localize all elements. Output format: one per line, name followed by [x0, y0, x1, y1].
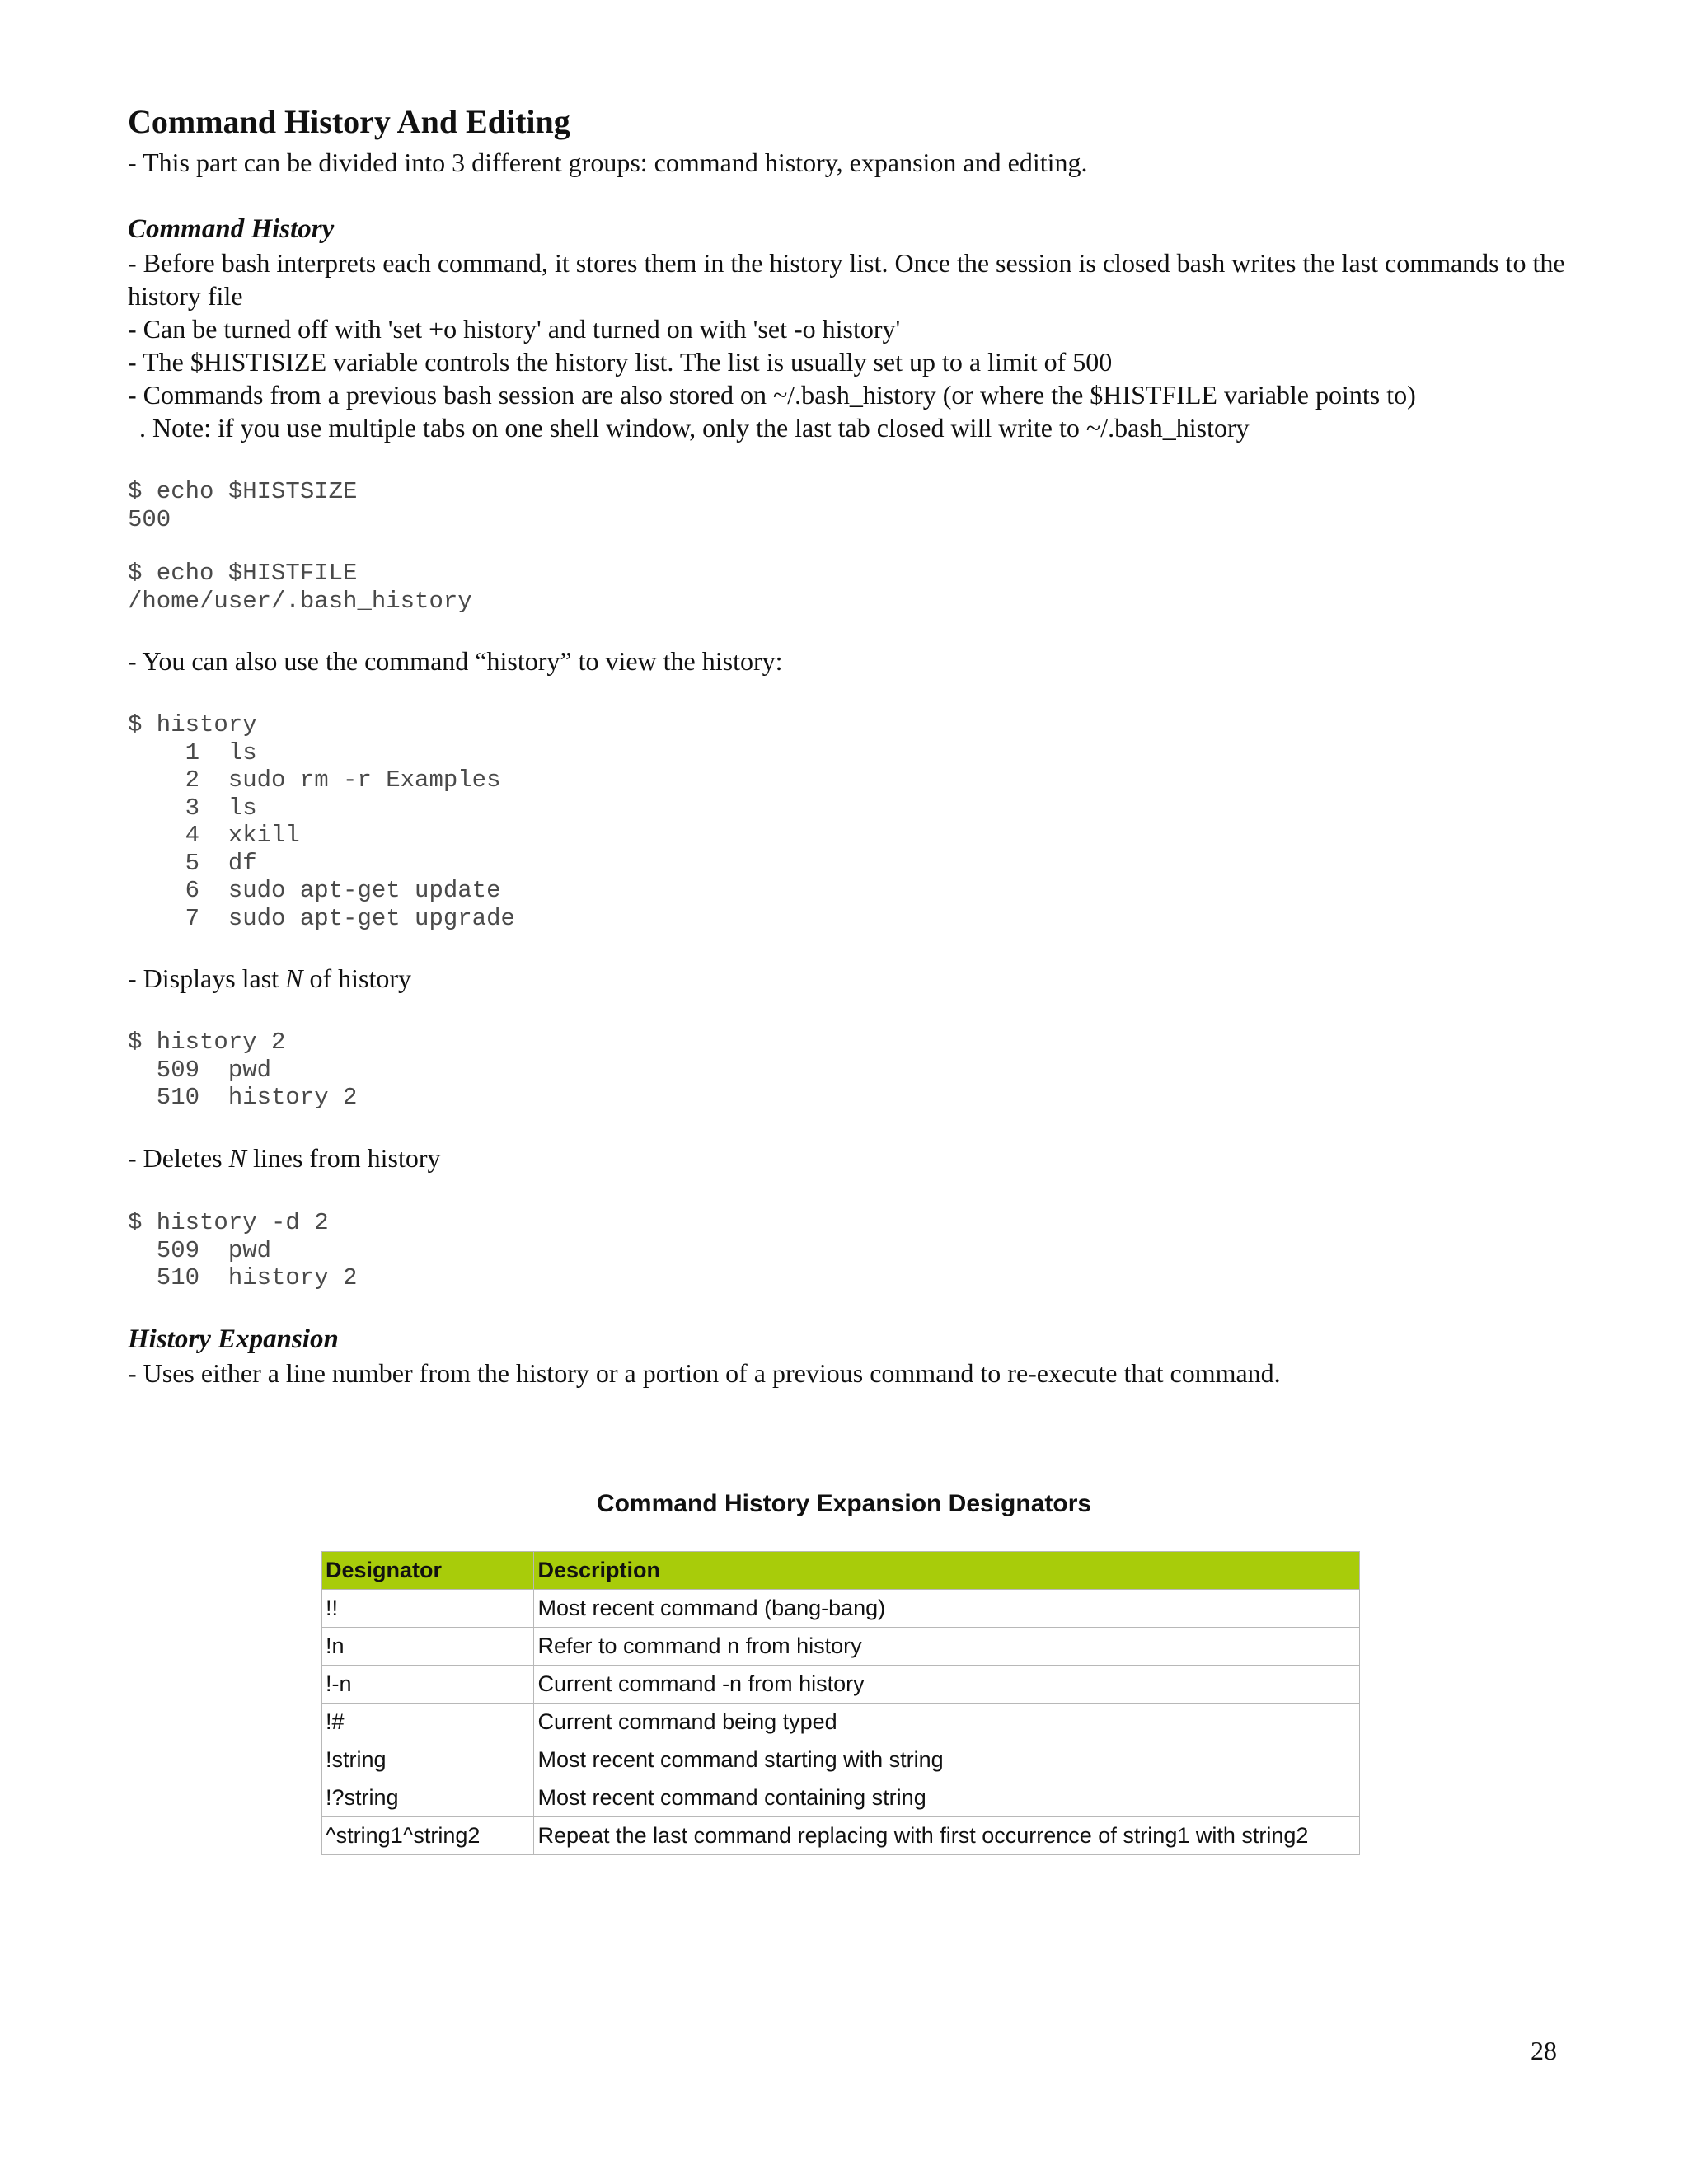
table-row	[322, 1590, 1360, 1628]
last-n-prefix: - Displays last	[128, 963, 286, 993]
column-header-designator: Designator	[322, 1552, 534, 1590]
bullet-note-tabs: . Note: if you use multiple tabs on one shell window, only the last tab closed will write to ~/.bash_history	[139, 413, 1250, 443]
designator-cell: !#	[322, 1704, 534, 1741]
code-history-delete: $ history -d 2 509 pwd 510 history 2	[128, 1209, 358, 1291]
delete-n-paragraph	[128, 1141, 1578, 1174]
command-history-bullets	[128, 246, 1578, 444]
table-row	[322, 1741, 1360, 1779]
description-cell: Most recent command (bang-bang)	[534, 1590, 1360, 1628]
code-history-2: $ history 2 509 pwd 510 history 2	[128, 1029, 358, 1111]
description-cell: Current command being typed	[534, 1704, 1360, 1741]
bullet-bash-history-file: - Commands from a previous bash session are also stored on ~/.bash_history (or where the $HISTFILE variable points to)	[128, 380, 1416, 410]
designator-cell: ^string1^string2	[322, 1817, 534, 1855]
delete-n-prefix: - Deletes	[128, 1143, 229, 1173]
bullet-histsize: - The $HISTISIZE variable controls the history list. The list is usually set up to a limit of 500	[128, 347, 1113, 377]
code-history-list: $ history 1 ls 2 sudo rm -r Examples 3 ls 4 xkill 5 df 6 sudo apt-get update 7 sudo apt-get upgrade	[128, 711, 515, 932]
table-row	[322, 1779, 1360, 1817]
description-cell: Current command -n from history	[534, 1666, 1360, 1704]
table-title: Command History Expansion Designators	[596, 1490, 1092, 1517]
designator-cell: !-n	[322, 1666, 534, 1704]
page-number: 28	[1531, 2036, 1557, 2065]
history-expansion-paragraph: - Uses either a line number from the history or a portion of a previous command to re-execute that command.	[128, 1358, 1281, 1388]
delete-n-variable: N	[228, 1143, 246, 1173]
table-row	[322, 1704, 1360, 1741]
description-cell: Refer to command n from history	[534, 1628, 1360, 1666]
page-title: Command History And Editing	[128, 103, 570, 140]
intro-paragraph: - This part can be divided into 3 different groups: command history, expansion and editing.	[128, 148, 1088, 177]
section-title-command-history: Command History	[128, 214, 335, 244]
designator-cell: !n	[322, 1628, 534, 1666]
table-header-row	[322, 1552, 1360, 1590]
description-cell: Repeat the last command replacing with first occurrence of string1 with string2	[534, 1817, 1360, 1855]
column-header-description: Description	[534, 1552, 1360, 1590]
designator-cell: !!	[322, 1590, 534, 1628]
table-row	[322, 1817, 1360, 1855]
description-cell: Most recent command containing string	[534, 1779, 1360, 1817]
description-cell: Most recent command starting with string	[534, 1741, 1360, 1779]
view-history-paragraph: - You can also use the command “history” to view the history:	[128, 646, 783, 676]
designator-cell: !?string	[322, 1779, 534, 1817]
code-echo-histfile: $ echo $HISTFILE /home/user/.bash_history	[128, 560, 472, 615]
last-n-variable: N	[285, 963, 303, 993]
bullet-set-history: - Can be turned off with 'set +o history' and turned on with 'set -o history'	[128, 314, 901, 344]
table-row	[322, 1628, 1360, 1666]
section-title-history-expansion: History Expansion	[128, 1324, 339, 1354]
last-n-paragraph	[128, 962, 1578, 995]
last-n-suffix: of history	[302, 963, 411, 993]
delete-n-suffix: lines from history	[246, 1143, 441, 1173]
bullet-history-list: - Before bash interprets each command, it stores them in the history list. Once the session is closed bash writes the last commands to the history file	[128, 248, 1572, 311]
designator-cell: !string	[322, 1741, 534, 1779]
code-echo-histsize: $ echo $HISTSIZE 500	[128, 478, 358, 533]
designators-table	[321, 1551, 1360, 1855]
table-row	[322, 1666, 1360, 1704]
